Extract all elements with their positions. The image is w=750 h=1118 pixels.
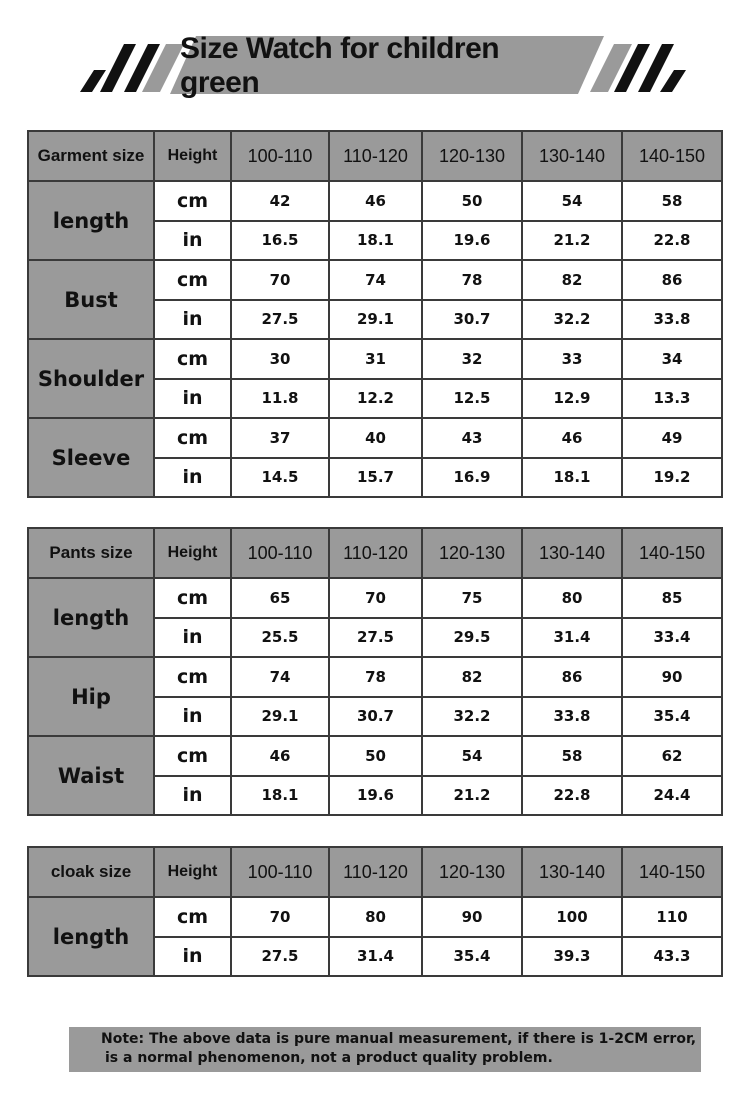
unit-cell: in [154,300,231,340]
size-header-cell: 130-140 [522,131,622,181]
unit-cell: in [154,379,231,419]
measurement-label-cell: Sleeve [28,418,154,497]
unit-cell: cm [154,578,231,618]
value-cell: 15.7 [329,458,422,498]
value-cell: 86 [622,260,722,300]
value-cell: 70 [231,897,329,937]
value-cell: 12.9 [522,379,622,419]
value-cell: 11.8 [231,379,329,419]
size-header-cell: 100-110 [231,528,329,578]
table-row [28,657,722,697]
table-title-cell: Garment size [28,131,154,181]
value-cell: 78 [329,657,422,697]
value-cell: 32.2 [522,300,622,340]
unit-cell: cm [154,897,231,937]
unit-cell: cm [154,339,231,379]
measurement-label-cell: length [28,181,154,260]
size-header-cell: 120-130 [422,131,522,181]
measurement-label-cell: Shoulder [28,339,154,418]
height-header-cell: Height [154,131,231,181]
value-cell: 31.4 [329,937,422,977]
size-header-cell: 130-140 [522,847,622,897]
unit-cell: cm [154,260,231,300]
page-title: Size Watch for children green [180,32,500,99]
value-cell: 19.6 [329,776,422,816]
unit-cell: in [154,458,231,498]
table-row [28,897,722,937]
value-cell: 46 [329,181,422,221]
value-cell: 80 [522,578,622,618]
value-cell: 21.2 [422,776,522,816]
value-cell: 39.3 [522,937,622,977]
value-cell: 19.2 [622,458,722,498]
table-row [28,260,722,300]
value-cell: 100 [522,897,622,937]
note-line-1: Note: The above data is pure manual measurement, if there is 1-2CM error, [101,1031,697,1047]
height-header-cell: Height [154,847,231,897]
unit-cell: in [154,221,231,261]
table-row [28,578,722,618]
measurement-label-cell: length [28,578,154,657]
value-cell: 70 [231,260,329,300]
value-cell: 25.5 [231,618,329,658]
cloak-size-table [27,846,723,977]
value-cell: 21.2 [522,221,622,261]
value-cell: 42 [231,181,329,221]
value-cell: 74 [329,260,422,300]
value-cell: 31 [329,339,422,379]
size-header-cell: 140-150 [622,131,722,181]
pants-size-table [27,527,723,816]
header-row [28,131,722,181]
value-cell: 46 [231,736,329,776]
unit-cell: in [154,618,231,658]
value-cell: 58 [522,736,622,776]
value-cell: 50 [329,736,422,776]
measurement-label-cell: Hip [28,657,154,736]
header-row [28,847,722,897]
table-row [28,418,722,458]
size-header-cell: 120-130 [422,528,522,578]
value-cell: 30.7 [329,697,422,737]
height-header-cell: Height [154,528,231,578]
value-cell: 29.1 [329,300,422,340]
value-cell: 46 [522,418,622,458]
table-row [28,339,722,379]
value-cell: 70 [329,578,422,618]
value-cell: 18.1 [522,458,622,498]
unit-cell: in [154,697,231,737]
value-cell: 34 [622,339,722,379]
value-cell: 12.5 [422,379,522,419]
value-cell: 30.7 [422,300,522,340]
value-cell: 80 [329,897,422,937]
value-cell: 43 [422,418,522,458]
table-title-cell: Pants size [28,528,154,578]
value-cell: 12.2 [329,379,422,419]
value-cell: 54 [522,181,622,221]
value-cell: 86 [522,657,622,697]
value-cell: 29.5 [422,618,522,658]
value-cell: 74 [231,657,329,697]
size-header-cell: 140-150 [622,847,722,897]
value-cell: 22.8 [522,776,622,816]
value-cell: 40 [329,418,422,458]
size-header-cell: 100-110 [231,847,329,897]
size-header-cell: 130-140 [522,528,622,578]
value-cell: 78 [422,260,522,300]
unit-cell: in [154,776,231,816]
value-cell: 49 [622,418,722,458]
size-header-cell: 100-110 [231,131,329,181]
value-cell: 22.8 [622,221,722,261]
measurement-note [69,1027,701,1072]
value-cell: 90 [622,657,722,697]
value-cell: 24.4 [622,776,722,816]
value-cell: 18.1 [231,776,329,816]
measurement-label-cell: Bust [28,260,154,339]
note-line-2: is a normal phenomenon, not a product quality problem. [105,1050,553,1066]
value-cell: 33 [522,339,622,379]
value-cell: 16.9 [422,458,522,498]
value-cell: 90 [422,897,522,937]
value-cell: 32.2 [422,697,522,737]
table-row [28,181,722,221]
table-row [28,736,722,776]
value-cell: 33.8 [622,300,722,340]
measurement-label-cell: length [28,897,154,976]
value-cell: 27.5 [329,618,422,658]
value-cell: 82 [422,657,522,697]
garment-size-table [27,130,723,498]
title-banner [0,30,750,102]
unit-cell: cm [154,657,231,697]
size-header-cell: 110-120 [329,131,422,181]
value-cell: 82 [522,260,622,300]
value-cell: 13.3 [622,379,722,419]
table-title-cell: cloak size [28,847,154,897]
size-header-cell: 140-150 [622,528,722,578]
measurement-label-cell: Waist [28,736,154,815]
value-cell: 110 [622,897,722,937]
unit-cell: cm [154,736,231,776]
unit-cell: cm [154,181,231,221]
unit-cell: cm [154,418,231,458]
stripe-right-4 [660,70,686,92]
value-cell: 32 [422,339,522,379]
value-cell: 31.4 [522,618,622,658]
value-cell: 37 [231,418,329,458]
value-cell: 33.8 [522,697,622,737]
value-cell: 65 [231,578,329,618]
value-cell: 27.5 [231,937,329,977]
size-header-cell: 120-130 [422,847,522,897]
value-cell: 50 [422,181,522,221]
value-cell: 62 [622,736,722,776]
value-cell: 30 [231,339,329,379]
value-cell: 29.1 [231,697,329,737]
value-cell: 33.4 [622,618,722,658]
value-cell: 35.4 [422,937,522,977]
header-row [28,528,722,578]
value-cell: 14.5 [231,458,329,498]
value-cell: 58 [622,181,722,221]
unit-cell: in [154,937,231,977]
value-cell: 85 [622,578,722,618]
value-cell: 27.5 [231,300,329,340]
size-header-cell: 110-120 [329,528,422,578]
value-cell: 35.4 [622,697,722,737]
value-cell: 18.1 [329,221,422,261]
size-header-cell: 110-120 [329,847,422,897]
value-cell: 43.3 [622,937,722,977]
value-cell: 19.6 [422,221,522,261]
value-cell: 16.5 [231,221,329,261]
value-cell: 54 [422,736,522,776]
value-cell: 75 [422,578,522,618]
